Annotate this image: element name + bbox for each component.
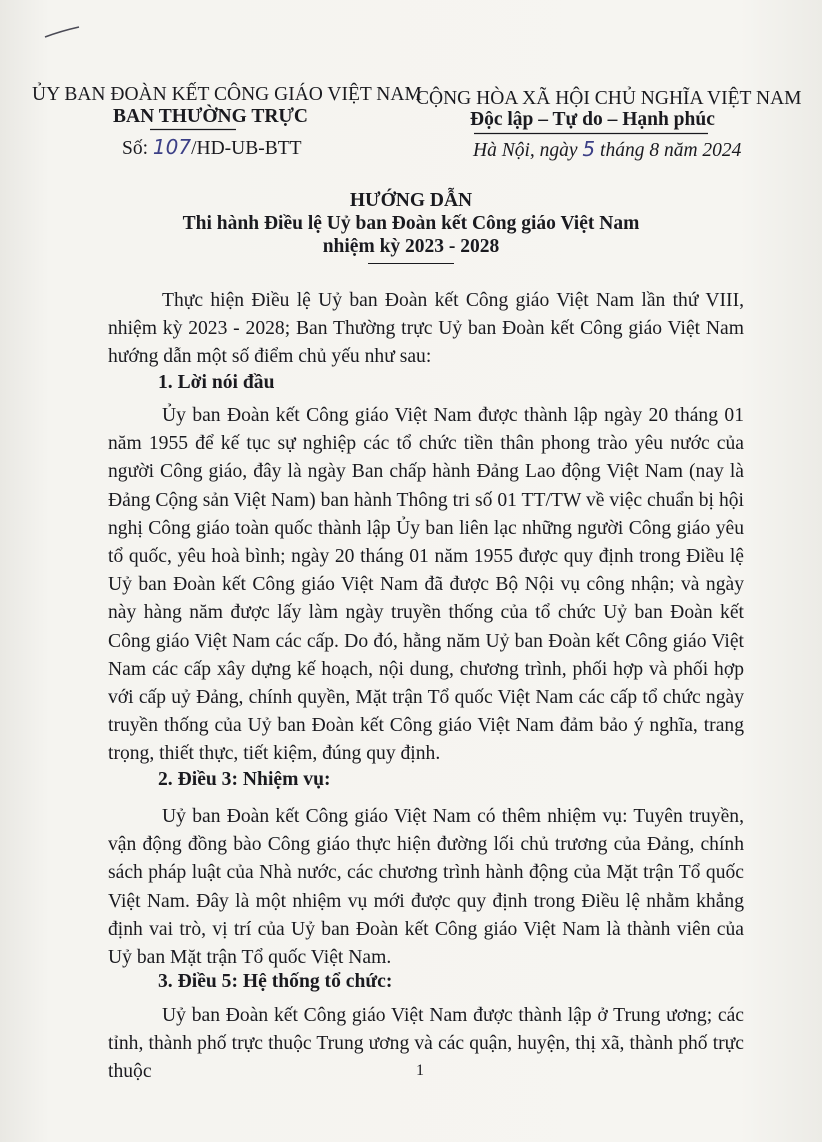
document-title-line2: nhiệm kỳ 2023 - 2028	[322, 236, 500, 257]
intro-paragraph: Thực hiện Điều lệ Uỷ ban Đoàn kết Công giáo Việt Nam lần thứ VIII, nhiệm kỳ 2023 - 2028; Ban Thường trực Uỷ ban Đoàn kết Công giáo Việt Nam hướng dẫn một số điểm chủ yếu như sau:	[108, 290, 744, 368]
section3-heading: 3. Điều 5: Hệ thống tổ chức:	[158, 971, 393, 992]
document-type: HƯỚNG DẪN	[349, 190, 473, 211]
page-number: 1	[416, 1062, 424, 1079]
section2-paragraph: Uỷ ban Đoàn kết Công giáo Việt Nam có thêm nhiệm vụ: Tuyên truyền, vận động đồng bào Công giáo thực hiện đường lối chủ trương của Đảng, chính sách pháp luật của Nhà nước, các chương trình hành động của Mặt trận Tổ quốc Việt Nam. Đây là một nhiệm vụ mới được quy định trong Điều lệ nhằm khẳng định vai trò, vị trí của Uỷ ban Đoàn kết Công giáo Việt Nam là thành viên của Uỷ ban Mặt trận Tổ quốc Việt Nam.	[108, 806, 744, 969]
doc-number	[122, 135, 302, 160]
pen-stroke-mark	[43, 25, 83, 39]
org-name: ỦY BAN ĐOÀN KẾT CÔNG GIÁO VIỆT NAM	[32, 84, 422, 105]
document-title-line1: Thi hành Điều lệ Uỷ ban Đoàn kết Công giáo Việt Nam	[182, 213, 640, 234]
title-underline	[368, 262, 454, 265]
date-day-handwritten: 5	[582, 137, 596, 161]
issue-date	[473, 137, 741, 162]
dept-name: BAN THƯỜNG TRỰC	[113, 106, 309, 127]
section1-heading: 1. Lời nói đầu	[158, 372, 275, 393]
motto-underline	[474, 132, 708, 135]
country-name: CỘNG HÒA XÃ HỘI CHỦ NGHĨA VIỆT NAM	[416, 88, 802, 109]
date-suffix: tháng 8 năm 2024	[600, 140, 742, 161]
national-motto: Độc lập – Tự do – Hạnh phúc	[470, 109, 715, 130]
dept-underline	[150, 128, 236, 131]
section1-paragraph: Ủy ban Đoàn kết Công giáo Việt Nam được thành lập ngày 20 tháng 01 năm 1955 để kế tục sự nghiệp các tổ chức tiền thân phong trào yêu nước của người Công giáo, đây là ngày Ban chấp hành Đảng Lao động Việt Nam (nay là Đảng Cộng sản Việt Nam) ban hành Thông tri số 01 TT/TW về việc chuẩn bị hội nghị Công giáo toàn quốc thành lập Ủy ban liên lạc những người Công giáo yêu tổ quốc, yêu hoà bình; ngày 20 tháng 01 năm 1955 được quy định trong Điều lệ Uỷ ban Đoàn kết Công giáo Việt Nam đã được Bộ Nội vụ công nhận; và ngày này hàng năm được lấy làm ngày truyền thống của tổ chức Uỷ ban Đoàn kết Công giáo Việt Nam các cấp. Do đó, hằng năm Uỷ ban Đoàn kết Công giáo Việt Nam các cấp xây dựng kế hoạch, nội dung, chương trình, phối hợp và phối hợp với cấp uỷ Đảng, chính quyền, Mặt trận Tổ quốc Việt Nam các cấp tổ chức ngày truyền thống của Uỷ ban Đoàn kết Công giáo Việt Nam đảm bảo ý nghĩa, trang trọng, thiết thực, tiết kiệm, đúng quy định.	[108, 405, 744, 765]
doc-number-suffix: /HD-UB-BTT	[191, 138, 302, 159]
date-prefix: Hà Nội, ngày	[473, 140, 578, 161]
doc-number-prefix: Số:	[122, 138, 149, 159]
section2-heading: 2. Điều 3: Nhiệm vụ:	[158, 769, 331, 790]
doc-number-handwritten: 107	[152, 135, 192, 159]
section3-paragraph: Uỷ ban Đoàn kết Công giáo Việt Nam được thành lập ở Trung ương; các tỉnh, thành phố trực thuộc Trung ương và các quận, huyện, thị xã, thành phố trực thuộc	[108, 1005, 744, 1083]
